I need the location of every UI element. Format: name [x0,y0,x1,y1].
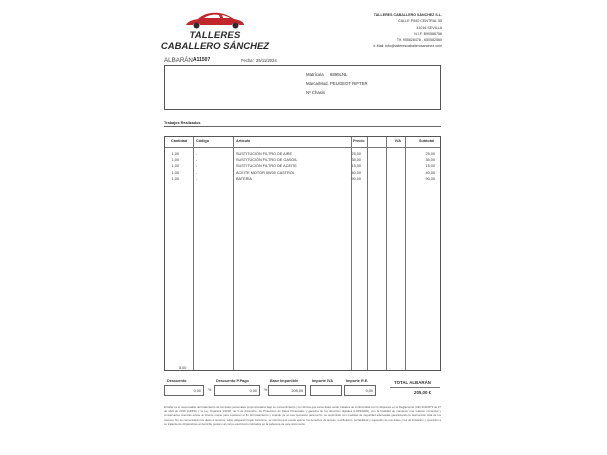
col-header-subtotal: Subtotal [419,139,435,143]
cell-cantidad: 1,00 [171,164,179,169]
marca-value: PEUGEOT RIFTER [330,81,368,86]
column-divider [367,137,368,370]
descuento-pp-unit: % [264,388,268,392]
matricula-value: 6895LNL [330,72,348,77]
matricula-label: Matrícula [306,72,324,77]
cell-codigo: - [196,170,198,175]
vehicle-box [164,65,441,110]
importe-iva-label: Importe IVA [312,379,334,383]
company-email: e-Mail: info@tallerescaballerosanchez.com [373,44,442,49]
cell-articulo: ACEITE MOTOR 5W30 CASTROL [236,170,295,175]
logo-text-line2: CABALLERO SÁNCHEZ [160,41,270,52]
base-imponible-value: 205,00 [291,389,303,393]
fecha-label: Fecha: [241,58,254,63]
column-divider [233,137,234,370]
header-divider [165,147,440,148]
cell-precio: 90,00 [351,176,361,181]
base-imponible-box [268,385,306,396]
cell-articulo: BATERÍA [236,176,252,181]
importe-re-box [344,385,376,396]
cell-articulo: SUSTITUCIÓN FILTRO DE AIRE [236,152,293,156]
cell-codigo: - [196,158,198,163]
descuento-pp-box [214,385,260,396]
cell-subtotal: 15,00 [425,164,435,169]
cell-articulo: SUSTITUCIÓN FILTRO DE ACEITE [236,164,297,169]
total-albaran-value: 205,00 € [414,390,432,395]
importe-re-value: 0,00 [365,389,373,393]
descuento-label: Descuento [167,379,187,383]
descuento-value: 0,00 [193,389,201,393]
total-divider [390,387,440,388]
descuento-unit: % [208,388,212,392]
total-quantity: 5,00 [179,366,187,370]
col-header-iva: IVA [395,139,402,143]
cell-precio: 35,00 [351,158,361,163]
total-albaran-label: TOTAL ALBARÁN [394,380,431,385]
cell-cantidad: 1,00 [171,170,179,175]
company-city: 41016 SEVILLA [416,25,442,30]
items-table [164,136,441,371]
col-header-articulo: Artículo [236,139,251,143]
trabajos-label: Trabajos Realizados [164,121,201,125]
column-divider [405,137,406,370]
cell-codigo: - [196,164,198,169]
marca-label: Marca/Mod. [306,81,329,86]
cell-precio: 15,00 [351,164,361,169]
base-imponible-label: Base Imponible [270,379,299,383]
cell-subtotal: 90,00 [425,176,435,181]
cell-cantidad: 1,00 [171,176,179,181]
cell-codigo: - [196,176,198,181]
company-phone: Tlf. 955628478 - 650582560 [396,38,442,43]
importe-re-label: Importe R.E. [346,379,369,383]
cell-codigo: - [196,152,198,156]
company-logo [160,10,270,56]
company-address: CALLE PINO CENTRAL 55 [398,19,442,24]
company-nif: N.I.F. B90586756 [414,31,442,36]
car-logo-icon [184,10,246,30]
cell-precio: 25,00 [351,152,361,156]
fecha-value: 25/11/2024 [256,58,277,63]
descuento-pp-label: Descuento P.Pago [216,379,249,383]
chasis-label: Nº Chasis [306,90,326,95]
logo-text-line1: TALLERES [189,30,241,41]
cell-subtotal: 35,00 [425,158,435,163]
importe-iva-box [310,385,342,396]
divider [164,126,441,127]
cell-precio: 40,00 [351,170,361,175]
albaran-label: ALBARÁN [164,57,193,64]
column-divider [386,137,387,370]
legal-notice: El taller es el responsable del tratamiento de los datos personales proporcionados bajo su consentimiento y le informa que estos datos serán tratados de conformidad con lo dispuesto en el Reglamento (UE) 2016/679 de 27 de abril de 2016 (GDPR) y la Ley Orgánica 3/2018, de 5 de diciembre, de Protección de Datos Personales y garantía de los derechos digitales (LOPDGDD), con la finalidad de mantener una relación comercial y conservarlos mientras exista un interés mutuo para mantener el fin del tratamiento y cuando ya no sea necesario para tal fin, se suprimirán con medidas de seguridad adecuadas garantizando la destrucción total de los mismos. No se comunicarán los datos a terceros, salvo obligación legal. Asimismo, se informa que puede ejercer los derechos de acceso, rectificación, portabilidad y supresión de sus datos y los de limitación y oposición a su tratamiento dirigiéndose al domicilio postal o al correo electrónico indicados en la cabecera de este documento. [164,405,441,426]
cell-subtotal: 25,00 [425,152,435,156]
cell-articulo: SUSTITUCIÓN FILTRO DE GASOIL [236,158,298,163]
descuento-box [164,385,204,396]
column-divider [193,137,194,370]
cell-cantidad: 1,00 [171,152,179,156]
col-header-cantidad: Cantidad [171,139,188,143]
company-details [373,12,442,50]
descuento-pp-value: 0,00 [249,389,257,393]
col-header-codigo: Código [196,139,210,143]
col-header-precio: Precio [353,139,365,143]
albaran-number: A11507 [193,57,211,63]
cell-cantidad: 1,00 [171,158,179,163]
cell-subtotal: 40,00 [425,170,435,175]
totals-section [164,378,441,399]
company-name: TALLERES CABALLERO SÁNCHEZ S.L. [373,13,442,17]
